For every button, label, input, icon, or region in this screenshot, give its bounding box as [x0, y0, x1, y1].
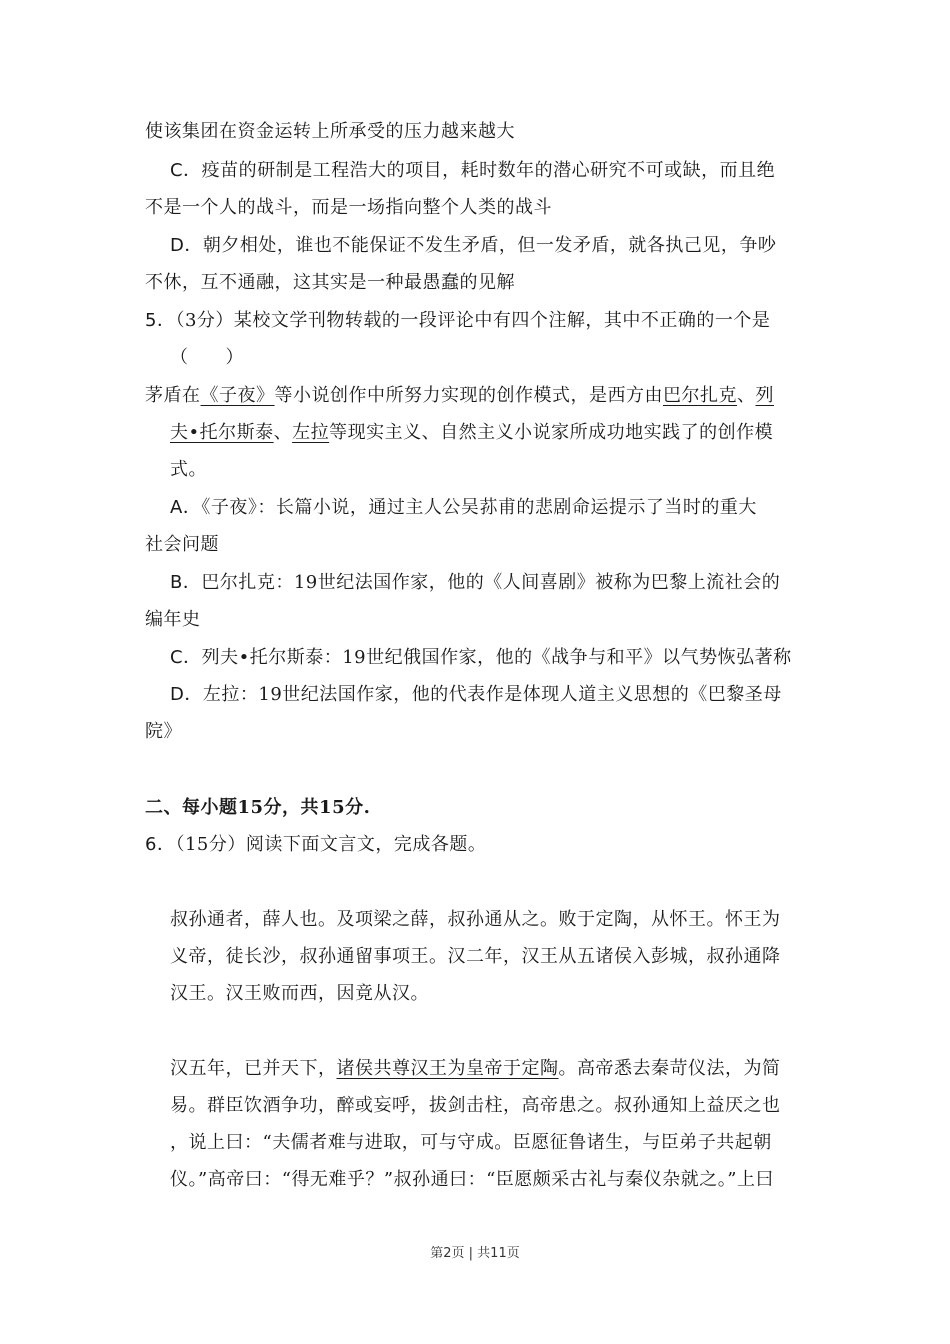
q4-option-c-line1 [170, 159, 775, 183]
q5-option-c-line1 [170, 646, 792, 670]
q5-option-a-line1 [170, 496, 757, 520]
q6-para1-line2: 义帝，徒长沙，叔孙通留事项王。汉二年，汉王从五诸侯入彭城，叔孙通降 [170, 946, 781, 967]
option-label: C． [170, 160, 202, 181]
q6-para2-line2: 易。群臣饮酒争功，醉或妄呼，拔剑击柱，高帝患之。叔孙通知上益厌之也 [170, 1095, 781, 1116]
annotated-term-tolstoy-start: 列 [755, 385, 774, 406]
option-text: 《子夜》：长篇小说，通过主人公吴荪甫的悲剧命运提示了当时的重大 [201, 497, 757, 518]
section-heading: 二、每小题15分，共15分. [145, 797, 371, 818]
option-text: 左拉：19世纪法国作家，他的代表作是体现人道主义思想的《巴黎圣母 [202, 684, 782, 705]
option-label: D． [170, 235, 203, 256]
q5-passage-line3: 式。 [170, 459, 207, 480]
option-text: 疫苗的研制是工程浩大的项目，耗时数年的潜心研究不可或缺，而且绝 [201, 160, 776, 181]
annotated-term-zola: 左拉 [292, 422, 330, 443]
annotated-term-tolstoy-end: 夫•托尔斯泰 [170, 422, 274, 443]
option-label: D． [170, 684, 203, 705]
q6-para2-line3: ，说上曰：“夫儒者难与进取，可与守成。臣愿征鲁诸生，与臣弟子共起朝 [170, 1132, 772, 1153]
question-stem: （3分）某校文学刊物转载的一段评论中有四个注解，其中不正确的一个是 [175, 310, 771, 331]
passage-text: 茅盾在 [145, 385, 201, 406]
question-stem: （15分）阅读下面文言文，完成各题。 [175, 834, 487, 855]
q5-option-d-line2: 院》 [145, 721, 182, 742]
q5-stem [145, 309, 770, 333]
q6-para2-line4: 仪。”高帝曰：“得无难乎？”叔孙通曰：“臣愿颇采古礼与秦仪杂就之。”上曰 [170, 1169, 775, 1190]
passage-text: 等现实主义、自然主义小说家所成功地实践了的创作模 [329, 422, 774, 443]
q5-option-b-line2: 编年史 [145, 609, 201, 630]
option-text: 巴尔扎克：19世纪法国作家，他的《人间喜剧》被称为巴黎上流社会的 [201, 572, 781, 593]
question-number: 5． [145, 310, 176, 331]
option-text: 朝夕相处，谁也不能保证不发生矛盾，但一发矛盾，就各执己见，争吵 [202, 235, 777, 256]
annotated-term-ziye: 《子夜》 [200, 385, 275, 406]
q5-option-d-line1 [170, 683, 782, 707]
q5-answer-blank: （ ） [170, 347, 244, 368]
option-label: C． [170, 647, 202, 668]
q6-stem [145, 833, 486, 857]
passage-text: 汉五年，已并天下， [170, 1058, 337, 1079]
q5-option-b-line1 [170, 571, 780, 595]
page-footer: 第2页 | 共11页 [430, 1246, 520, 1261]
annotated-term-balzac: 巴尔扎克 [663, 385, 737, 406]
q4-option-c-line2: 不是一个人的战斗，而是一场指向整个人类的战斗 [145, 197, 552, 218]
q6-para2-line1 [170, 1057, 781, 1081]
q6-para1-line1: 叔孙通者，薛人也。及项梁之薛，叔孙通从之。败于定陶，从怀王。怀王为 [170, 909, 781, 930]
passage-text: 。高帝悉去秦苛仪法，为简 [558, 1058, 781, 1079]
q4-option-b-continuation: 使该集团在资金运转上所承受的压力越来越大 [145, 121, 515, 142]
option-label: B． [170, 572, 202, 593]
q6-para1-line3: 汉王。汉王败而西，因竟从汉。 [170, 983, 429, 1004]
q5-option-a-line2: 社会问题 [145, 534, 219, 555]
underlined-sentence: 诸侯共尊汉王为皇帝于定陶 [336, 1058, 559, 1079]
question-number: 6． [145, 834, 176, 855]
option-text: 列夫•托尔斯泰：19世纪俄国作家，他的《战争与和平》以气势恢弘著称 [201, 647, 792, 668]
q4-option-d-line1 [170, 234, 776, 258]
passage-text: 、 [737, 385, 756, 406]
passage-text: 等小说创作中所努力实现的创作模式，是西方由 [274, 385, 663, 406]
q5-passage-line1 [145, 384, 774, 408]
q5-passage-line2 [170, 421, 773, 445]
q4-option-d-line2: 不休，互不通融，这其实是一种最愚蠢的见解 [145, 272, 515, 293]
option-label: A． [170, 497, 202, 518]
passage-text: 、 [273, 422, 293, 443]
